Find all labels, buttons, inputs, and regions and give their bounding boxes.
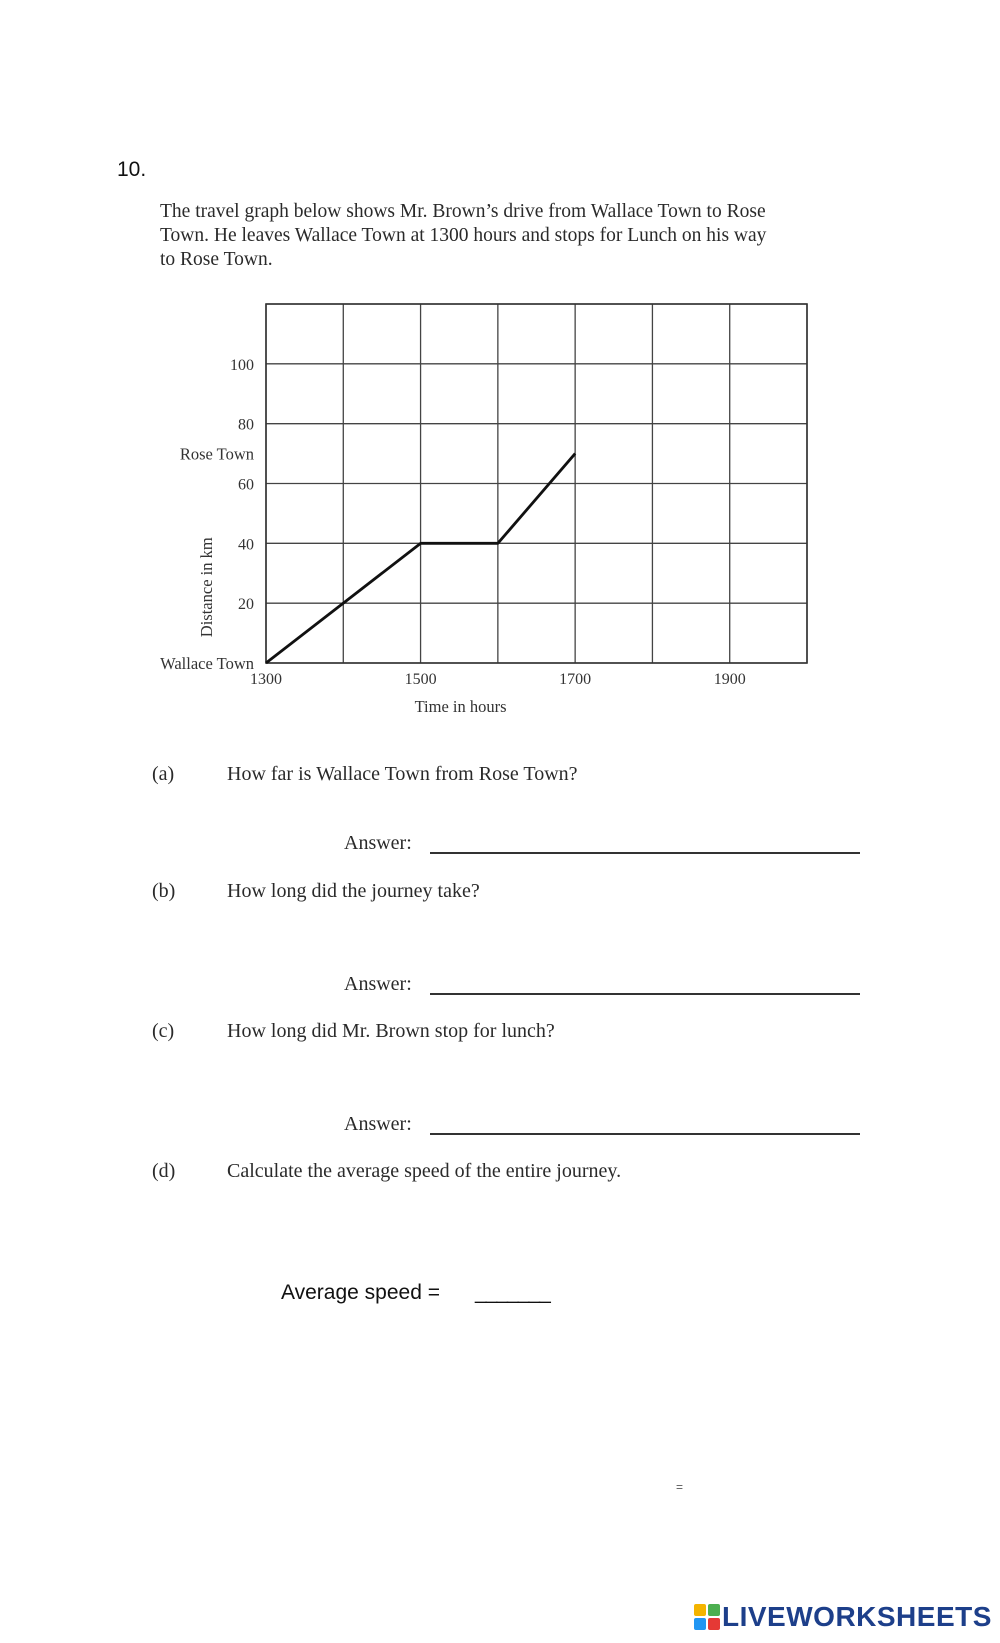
average-speed-label: Average speed = [281, 1281, 440, 1304]
x-tick-label: 1900 [713, 671, 746, 688]
liveworksheets-brand[interactable] [694, 1601, 992, 1633]
brand-name: LIVEWORKSHEETS [722, 1601, 992, 1632]
answer-b-label: Answer: [344, 973, 412, 995]
question-c-label: (c) [152, 1020, 175, 1042]
intro-line: to Rose Town. [160, 249, 273, 270]
y-axis-title: Distance in km [197, 537, 216, 638]
answer-c-label: Answer: [344, 1113, 412, 1135]
intro-line: The travel graph below shows Mr. Brown’s drive from Wallace Town to Rose [160, 201, 766, 222]
intro-line: Town. He leaves Wallace Town at 1300 hours and stops for Lunch on his way [160, 225, 767, 246]
travel-graph [0, 0, 1000, 740]
y-tick-label: 80 [238, 416, 254, 434]
question-d-text: Calculate the average speed of the entire journey. [227, 1160, 622, 1182]
question-c-text: How long did Mr. Brown stop for lunch? [227, 1020, 555, 1042]
y-tick-label: 40 [238, 536, 254, 554]
x-tick-label: 1700 [559, 671, 592, 688]
x-axis-title: Time in hours [414, 697, 507, 716]
answer-c-line[interactable] [430, 1133, 860, 1135]
stray-mark: = [676, 1480, 684, 1494]
logo-square [708, 1604, 720, 1616]
answer-a-label: Answer: [344, 832, 412, 854]
logo-square [694, 1604, 706, 1616]
logo-square [708, 1618, 720, 1630]
answer-a-line[interactable] [430, 852, 860, 854]
question-a-text: How far is Wallace Town from Rose Town? [227, 763, 578, 785]
y-tick-label: 60 [238, 476, 254, 494]
brand-logo-icon [694, 1604, 720, 1630]
answer-b-input[interactable] [430, 967, 858, 991]
question-b-text: How long did the journey take? [227, 880, 480, 902]
answer-c-input[interactable] [430, 1107, 858, 1131]
place-label: Rose Town [179, 444, 254, 464]
question-number: 10. [117, 158, 147, 181]
y-tick-label: 100 [230, 356, 254, 374]
question-d-label: (d) [152, 1160, 176, 1182]
question-b-label: (b) [152, 880, 176, 902]
x-tick-label: 1300 [250, 671, 282, 688]
average-speed-blank[interactable]: _______ [475, 1281, 550, 1304]
answer-b-line[interactable] [430, 993, 860, 995]
x-tick-label: 1500 [404, 671, 437, 688]
answer-a-input[interactable] [430, 826, 858, 850]
y-tick-label: 20 [238, 596, 254, 614]
question-a-label: (a) [152, 763, 175, 785]
place-label: Wallace Town [160, 654, 254, 673]
logo-square [694, 1618, 706, 1630]
